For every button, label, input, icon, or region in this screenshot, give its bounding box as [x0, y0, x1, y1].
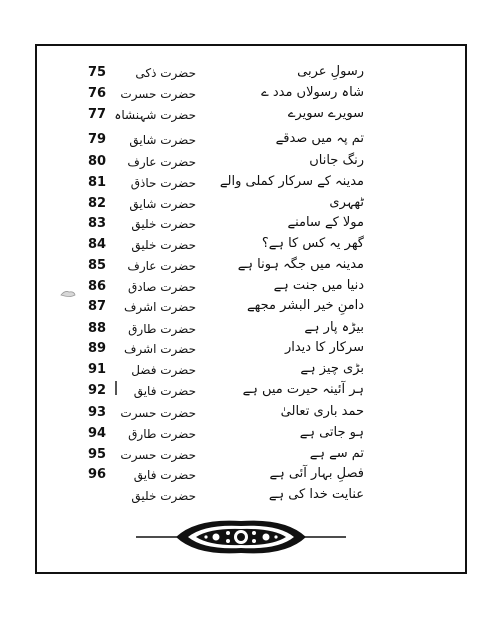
toc-row — [0, 213, 484, 235]
poet-name: حضرت حسرت — [120, 406, 196, 420]
page-number: 87 — [88, 299, 107, 314]
poet-name: حضرت فایق — [133, 468, 196, 482]
poet-name: حضرت اشرف — [123, 300, 196, 314]
poet-name: حضرت حسرت — [120, 448, 196, 462]
poet-name: حضرت خلیق — [131, 238, 196, 252]
poem-title: عنایت خدا کی ہے — [268, 487, 364, 502]
poet-name: حضرت خلیق — [131, 217, 196, 231]
toc-row — [0, 380, 484, 402]
poem-title: بڑی چیز ہے — [300, 361, 364, 376]
page-number: 84 — [88, 237, 107, 252]
page-number: 77 — [88, 107, 107, 122]
poet-name: حضرت شایق — [129, 133, 196, 147]
poem-title: ٹھہری — [329, 195, 364, 210]
page-number: 96 — [88, 467, 107, 482]
page-number: 94 — [88, 426, 107, 441]
poem-title: دنیا میں جنت ہے — [273, 278, 364, 293]
poet-name: حضرت عارف — [127, 155, 196, 169]
poem-title: حمد باری تعالیٰ — [280, 404, 364, 419]
poem-title: گھر یہ کس کا ہے؟ — [261, 236, 364, 251]
poet-name: حضرت اشرف — [123, 342, 196, 356]
poet-name: حضرت شایق — [129, 197, 196, 211]
page-number: 89 — [88, 341, 107, 356]
poet-name: حضرت فایق — [133, 384, 196, 398]
poem-title: تم پہ میں صدقے — [275, 131, 364, 146]
page-number: 95 — [88, 447, 107, 462]
page-number: 79 — [88, 132, 107, 147]
poem-title: رسولِ عربی — [297, 64, 364, 79]
toc-row — [0, 338, 484, 360]
toc-row — [0, 104, 484, 126]
toc-row — [0, 296, 484, 318]
page-number: 76 — [88, 86, 107, 101]
toc-row — [0, 255, 484, 277]
page-number: 85 — [88, 258, 107, 273]
page-number: 83 — [88, 216, 107, 231]
poem-title: مولا کے سامنے — [287, 215, 364, 230]
poet-name: حضرت عارف — [127, 259, 196, 273]
floral-ornament-icon — [136, 518, 346, 556]
page-number: 81 — [88, 175, 107, 190]
page-number: 93 — [88, 405, 107, 420]
poem-title: بیڑہ پار ہے — [304, 320, 364, 335]
toc-row — [0, 318, 484, 340]
toc-row — [0, 464, 484, 486]
poem-title: سرکار کا دیدار — [284, 340, 364, 355]
poem-title: مدینہ میں جگہ ہونا ہے — [237, 257, 364, 272]
poem-title: فصلِ بہار آئی ہے — [269, 466, 364, 481]
smudge-icon — [60, 289, 76, 299]
poem-title: رنگ جاناں — [309, 153, 364, 168]
page-number: 80 — [88, 154, 107, 169]
poet-name: حضرت فضل — [131, 363, 196, 377]
poet-name: حضرت صادق — [127, 280, 196, 294]
toc-row — [0, 359, 484, 381]
toc-row — [0, 193, 484, 215]
page-number: 75 — [88, 65, 107, 80]
poem-title: تم سے ہے — [309, 446, 364, 461]
poet-name: حضرت طارق — [128, 322, 196, 336]
toc-row — [0, 129, 484, 151]
poem-title: سویرے سویرے — [287, 106, 364, 121]
page-number: 88 — [88, 321, 107, 336]
poem-title: دامنِ خیر البشر مجھے — [246, 298, 364, 313]
page-number: 91 — [88, 362, 107, 377]
page-number: 82 — [88, 196, 107, 211]
toc-row — [0, 423, 484, 445]
poem-title: مدینہ کے سرکار کملی والے — [219, 174, 364, 189]
toc-row — [0, 62, 484, 84]
poet-name: حضرت حاذق — [130, 176, 196, 190]
toc-row — [0, 172, 484, 194]
poem-title: شاہ رسولاں مدد ے — [261, 85, 364, 100]
poem-title: ہو جاتی ہے — [299, 425, 364, 440]
poet-name: حضرت شہنشاہ — [114, 108, 196, 122]
poet-name: حضرت حسرت — [120, 87, 196, 101]
poem-title: ہر آئینہ حیرت میں ہے — [242, 382, 364, 397]
toc-row — [0, 402, 484, 424]
poet-name: حضرت ذکی — [135, 66, 196, 80]
toc-row — [0, 83, 484, 105]
toc-row — [0, 444, 484, 466]
poet-name: حضرت خلیق — [131, 489, 196, 503]
margin-mark — [115, 381, 117, 395]
toc-row — [0, 234, 484, 256]
page-number: 86 — [88, 279, 107, 294]
toc-row — [0, 485, 484, 507]
toc-row — [0, 151, 484, 173]
poet-name: حضرت طارق — [128, 427, 196, 441]
page-number: 92 — [88, 383, 107, 398]
